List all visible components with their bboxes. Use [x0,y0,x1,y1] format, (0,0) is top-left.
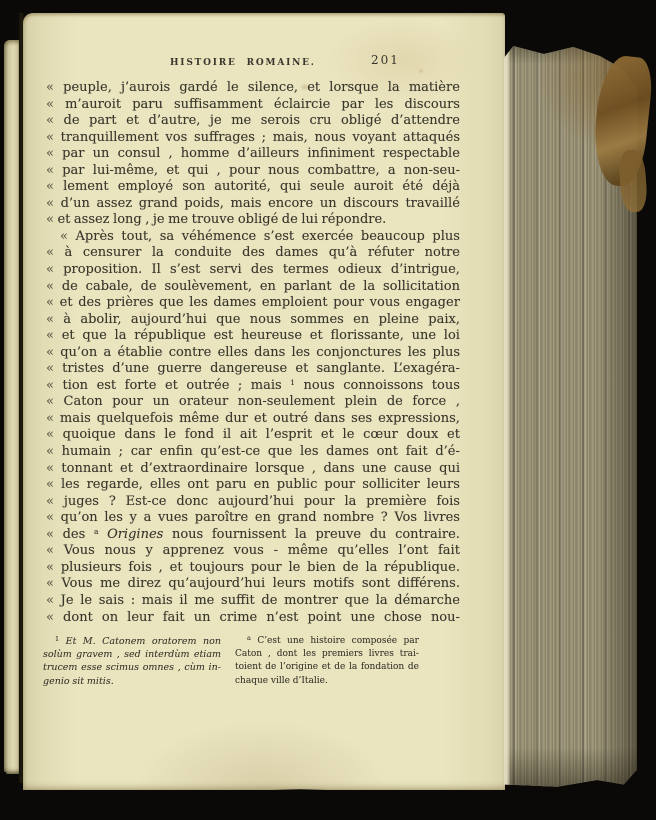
text-line: « Je le sais : mais il me suffit de montrer que la démarche [46,592,460,608]
text-line: « et des prières que les dames emploient pour vous engager [46,295,460,311]
text-line: « plusieurs fois , et toujours pour le bien de la république. [46,559,460,575]
text-line: « des a Origines nous fournissent la preuve du contraire. [46,526,460,542]
footnote-line: a C’est une histoire composée par [247,634,419,646]
page-number: 201 [371,53,400,67]
text-line: « les regarde, elles ont paru en public pour solliciter leurs [46,477,460,493]
adjacent-page-edge [4,40,19,774]
text-line: « juges ? Est-ce donc aujourd’hui pour la première fois [46,493,460,509]
footnotes [43,636,423,689]
text-line: « par lui-même, et qui , pour nous combattre, a non-seu- [46,162,460,178]
text-line: « lement employé son autorité, qui seule auroit été déjà [46,179,460,195]
text-line: « de part et d’autre, je me serois cru obligé d’attendre [46,113,460,129]
text-line: « Caton pour un orateur non-seulement plein de force , [46,394,460,410]
footnote-right [235,636,419,689]
text-line: « et que la république est heureuse et florissante, une loi [46,328,460,344]
text-line: « à abolir, aujourd’hui que nous sommes en pleine paix, [46,311,460,327]
text-line: « humain ; car enfin qu’est-ce que les dames ont fait d’é- [46,444,460,460]
footnote-left [43,636,221,689]
footnote-line: Caton , dont les premiers livres trai- [235,649,419,660]
text-line: « tristes d’une guerre dangereuse et sanglante. L’exagéra- [46,361,460,377]
footnote-line: genio sit mitis. [43,675,114,687]
body-text [46,80,460,626]
text-line: « proposition. Il s’est servi des termes odieux d’intrigue, [46,262,460,278]
text-line: « Après tout, sa véhémence s’est exercée beaucoup plus [60,228,460,244]
text-line: « peuple, j’aurois gardé le silence, et lorsque la matière [46,80,460,95]
footnote-line: chaque ville d’Italie. [235,675,328,686]
text-line: « Vous nous y apprenez vous - même qu’elles l’ont fait [46,543,460,559]
text-line: « Vous me direz qu’aujourd’hui leurs motifs sont différens. [46,576,460,592]
text-line: « qu’on les y a vues paroître en grand nombre ? Vos livres [46,510,460,526]
text-line: « par un consul , homme d’ailleurs infiniment respectable [46,146,460,162]
footnote-line: 1 Et M. Catonem oratorem non [55,635,221,647]
footnote-line: solùm gravem , sed interdùm etiam [43,649,221,661]
footnote-line: toient de l’origine et de la fondation de [235,662,419,673]
text-line: « tranquillement vos suffrages ; mais, nous voyant attaqués [46,129,460,145]
text-line: « à censurer la conduite des dames qu’à réfuter notre [46,245,460,261]
text-line: « tonnant et d’extraordinaire lorsque , dans une cause qui [46,460,460,476]
text-line: « qu’on a établie contre elles dans les conjonctures les plus [46,344,460,360]
text-line: « de cabale, de soulèvement, en parlant de la sollicitation [46,278,460,294]
text-line: « m’auroit paru suffisamment éclaircie par les discours [46,96,460,112]
text-line: « dont on leur fait un crime n’est point une chose nou- [46,609,460,625]
text-line: « mais quelquefois même dur et outré dans ses expressions, [46,410,460,426]
text-line: « tion est forte et outrée ; mais 1 nous connoissons tous [46,377,460,393]
text-line: « et assez long , je me trouve obligé de lui répondre. [46,212,387,228]
text-line: « quoique dans le fond il ait l’esprit et le cœur doux et [46,427,460,443]
footnote-line: trucem esse scimus omnes , cùm in- [43,662,221,674]
text-line: « d’un assez grand poids, mais encore un discours travaillé [46,195,460,211]
running-header: HISTOIRE ROMAINE. [170,58,316,68]
